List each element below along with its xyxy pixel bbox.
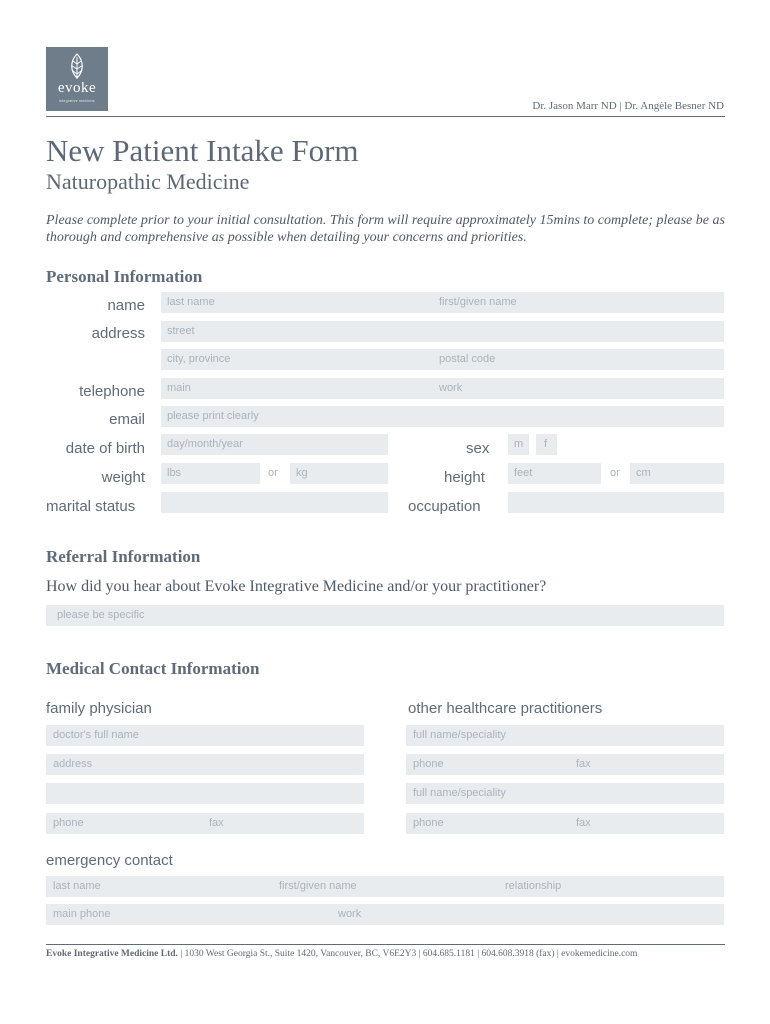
telephone-label: telephone — [79, 383, 145, 400]
doctor-address-placeholder: address — [53, 758, 93, 770]
doctor-name-placeholder: doctor's full name — [53, 729, 139, 741]
sex-m-field[interactable] — [508, 434, 529, 455]
dob-label: date of birth — [65, 440, 145, 457]
emergency-work-placeholder: work — [338, 908, 362, 920]
referral-question: How did you hear about Evoke Integrative Medicine and/or your practitioner? — [46, 578, 547, 595]
lbs-placeholder: lbs — [167, 467, 182, 479]
dob-placeholder: day/month/year — [167, 438, 243, 450]
footer-text — [46, 949, 637, 959]
practitioner1-name-placeholder: full name/speciality — [413, 729, 506, 741]
practitioner2-name-field[interactable] — [406, 783, 724, 804]
footer-details: | 1030 West Georgia St., Suite 1420, Vancouver, BC, V6E2Y3 | 604.685.1181 | 604.608.3918 (fax) | evokemedicine.com — [180, 949, 638, 959]
doctors-names: Dr. Jason Marr ND | Dr. Angèle Besner ND — [532, 100, 724, 112]
address-label: address — [91, 325, 145, 342]
occupation-label: occupation — [408, 498, 481, 515]
emergency-last-name-placeholder: last name — [53, 880, 101, 892]
weight-or-text: or — [268, 467, 278, 479]
section-referral-heading: Referral Information — [46, 547, 201, 566]
doctor-phone-fax-field[interactable] — [46, 813, 364, 834]
doctor-name-field[interactable] — [46, 725, 364, 746]
logo-subtext: integrative medicine — [59, 99, 95, 103]
postal-placeholder: postal code — [439, 353, 496, 365]
emergency-relationship-placeholder: relationship — [505, 880, 562, 892]
practitioner2-name-placeholder: full name/speciality — [413, 787, 506, 799]
leaf-icon — [67, 53, 87, 80]
street-field[interactable] — [161, 321, 724, 342]
family-physician-label: family physician — [46, 700, 152, 717]
telephone-field[interactable] — [161, 378, 724, 399]
marital-status-field[interactable] — [161, 492, 388, 513]
dob-field[interactable] — [161, 434, 388, 455]
emergency-name-field[interactable] — [46, 876, 724, 897]
last-name-placeholder: last name — [167, 296, 215, 308]
doctor-address-field[interactable] — [46, 754, 364, 775]
doctor-phone-placeholder: phone — [53, 817, 84, 829]
footer-divider — [46, 944, 725, 945]
first-name-placeholder: first/given name — [439, 296, 517, 308]
marital-status-label: marital status — [46, 498, 136, 515]
practitioner1-phone-fax-field[interactable] — [406, 754, 724, 775]
work-placeholder: work — [439, 382, 463, 394]
referral-placeholder: please be specific — [57, 609, 145, 621]
height-or-text: or — [610, 467, 620, 479]
header-divider — [46, 116, 725, 117]
practitioner1-phone-placeholder: phone — [413, 758, 444, 770]
referral-field[interactable] — [46, 605, 724, 626]
sex-f-field[interactable] — [536, 434, 557, 455]
email-label: email — [109, 411, 145, 428]
intro-text: Please complete prior to your initial consultation. This form will require approximately 15mins to complete; please be as thorough and comprehensive as possible when detailing your concerns and priorities. — [46, 213, 725, 245]
doctor-address-line2-field[interactable] — [46, 783, 364, 804]
sex-f-placeholder: f — [544, 438, 548, 450]
city-placeholder: city, province — [167, 353, 231, 365]
practitioner2-fax-placeholder: fax — [576, 817, 591, 829]
email-placeholder: please print clearly — [167, 410, 259, 422]
height-cm-field[interactable] — [630, 463, 724, 484]
practitioner2-phone-fax-field[interactable] — [406, 813, 724, 834]
practitioner1-name-field[interactable] — [406, 725, 724, 746]
occupation-field[interactable] — [508, 492, 724, 513]
sex-label: sex — [466, 440, 490, 457]
emergency-first-name-placeholder: first/given name — [279, 880, 357, 892]
evoke-logo — [46, 47, 108, 111]
footer-company: Evoke Integrative Medicine Ltd. — [46, 949, 178, 959]
section-medical-heading: Medical Contact Information — [46, 659, 260, 678]
practitioner1-fax-placeholder: fax — [576, 758, 591, 770]
main-placeholder: main — [167, 382, 191, 394]
emergency-contact-label: emergency contact — [46, 852, 173, 869]
city-postal-field[interactable] — [161, 349, 724, 370]
sex-m-placeholder: m — [514, 438, 524, 450]
emergency-main-phone-placeholder: main phone — [53, 908, 111, 920]
logo-text: evoke — [57, 80, 97, 96]
other-practitioners-label: other healthcare practitioners — [408, 700, 603, 717]
last-name-field[interactable] — [161, 292, 724, 313]
page-subtitle: Naturopathic Medicine — [46, 169, 250, 194]
height-label: height — [444, 469, 485, 486]
email-field[interactable] — [161, 406, 724, 427]
weight-kg-field[interactable] — [290, 463, 388, 484]
name-label: name — [107, 297, 145, 314]
emergency-phone-field[interactable] — [46, 904, 724, 925]
street-placeholder: street — [167, 325, 195, 337]
weight-lbs-field[interactable] — [161, 463, 260, 484]
height-feet-field[interactable] — [508, 463, 601, 484]
practitioner2-phone-placeholder: phone — [413, 817, 444, 829]
weight-label: weight — [101, 469, 145, 486]
kg-placeholder: kg — [296, 467, 308, 479]
section-personal-heading: Personal Information — [46, 267, 203, 286]
page-title: New Patient Intake Form — [46, 133, 359, 168]
feet-placeholder: feet — [514, 467, 533, 479]
cm-placeholder: cm — [636, 467, 651, 479]
doctor-fax-placeholder: fax — [209, 817, 224, 829]
